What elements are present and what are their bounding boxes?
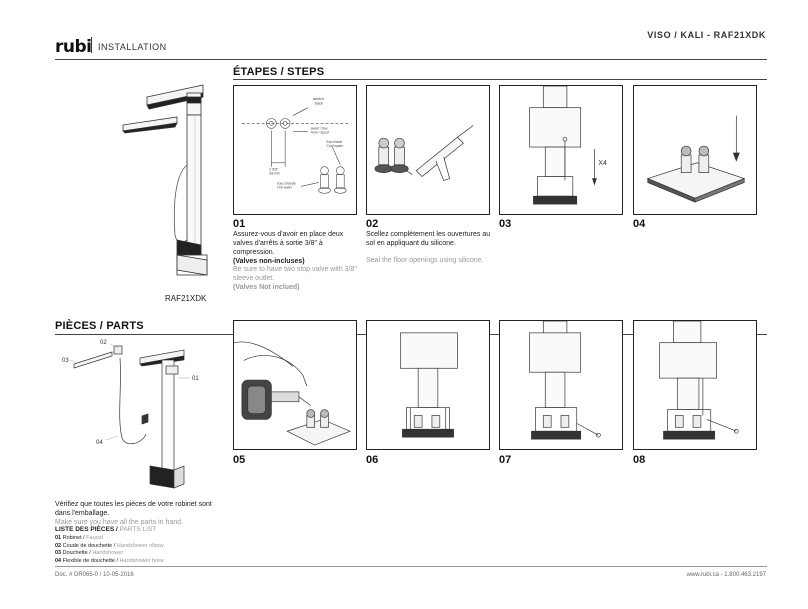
parts-intro (55, 500, 225, 527)
footer-rule (55, 566, 767, 567)
label-times4: X4 (598, 159, 607, 167)
callout-03: 03 (62, 358, 69, 364)
step-01-text (233, 230, 361, 266)
product-illustration (115, 75, 225, 285)
document-number: Doc. # DR065-0 / 10-05-2016 (55, 572, 134, 578)
svg-text:Hot water: Hot water (277, 185, 293, 190)
contact-info[interactable]: www.rubi.ca - 1.800.463.2197 (686, 572, 766, 578)
step-06-panel (366, 320, 490, 450)
part-item: 03 Douchette / Handshower (55, 550, 124, 556)
step-01-en-note: (Valves Not inclued) (233, 284, 300, 291)
brand-logo: rubi (55, 37, 92, 57)
step-01-text-en (233, 265, 361, 292)
step-01-number: 01 (233, 218, 246, 230)
step-01-fr-note: (Valves non-incluses) (233, 258, 305, 265)
step-03-number: 03 (499, 218, 512, 230)
step-03-panel (499, 85, 623, 215)
parts-intro-fr: Vérifiez que toutes les pièces de votre robinet sont dans l'emballage. (55, 501, 212, 517)
step-02-number: 02 (366, 218, 379, 230)
step-08-panel (633, 320, 757, 450)
label-back: arrière (312, 95, 325, 101)
label-front: avant / bas (310, 126, 328, 131)
step-01-en: Be sure to have two stop valve with 3/8" sleeve outlet. (233, 266, 357, 282)
parts-illustration (62, 338, 212, 498)
step-08-number: 08 (633, 454, 646, 466)
step-07-number: 07 (499, 454, 512, 466)
header-rule (55, 59, 767, 60)
step-02-fr: Scellez complètement les ouvertures au sol en appliquant du silicone. (366, 231, 491, 247)
step-01-panel (233, 85, 357, 215)
parts-list (55, 535, 164, 565)
steps-rule (233, 79, 767, 80)
step-02-panel (366, 85, 490, 215)
svg-text:back: back (314, 100, 323, 106)
svg-text:Cold water: Cold water (326, 144, 343, 149)
step-05-number: 05 (233, 454, 246, 466)
step-04-number: 04 (633, 218, 646, 230)
part-item: 04 Flexible de douchette / Handshower hose (55, 557, 164, 564)
step-04-panel (633, 85, 757, 215)
header-divider (91, 37, 92, 53)
label-cold: Eau froide (326, 140, 343, 145)
steps-title: ÉTAPES / STEPS (233, 66, 325, 78)
part-item: 02 Coude de douchette / Handshower elbow (55, 542, 164, 549)
part-item: 01 Robinet / Faucet (55, 535, 104, 541)
section-title: INSTALLATION (98, 42, 167, 52)
svg-text:68 mm: 68 mm (269, 171, 280, 176)
model-label: RAF21XDK (165, 294, 207, 303)
callout-04: 04 (96, 440, 103, 446)
svg-text:front / spout: front / spout (310, 130, 329, 135)
parts-intro-en: Make sure you have all the parts in hand. (55, 519, 184, 526)
step-07-panel (499, 320, 623, 450)
step-05-panel (233, 320, 357, 450)
parts-list-title: LISTE DES PIÈCES / PARTS LIST (55, 526, 157, 533)
parts-title: PIÈCES / PARTS (55, 320, 144, 332)
callout-02: 02 (100, 340, 107, 346)
callout-01: 01 (192, 376, 199, 382)
model-title: VISO / KALI - RAF21XDK (647, 30, 766, 40)
step-06-number: 06 (366, 454, 379, 466)
step-02-en: Seal the floor openings using silicone. (366, 257, 484, 264)
label-dimension: 2 5/8" (269, 167, 279, 172)
label-hot: Eau chaude (277, 181, 296, 186)
step-01-fr: Assurez-vous d'avoir en place deux valves d'arrêts à sortie 3/8" à compression. (233, 231, 344, 256)
